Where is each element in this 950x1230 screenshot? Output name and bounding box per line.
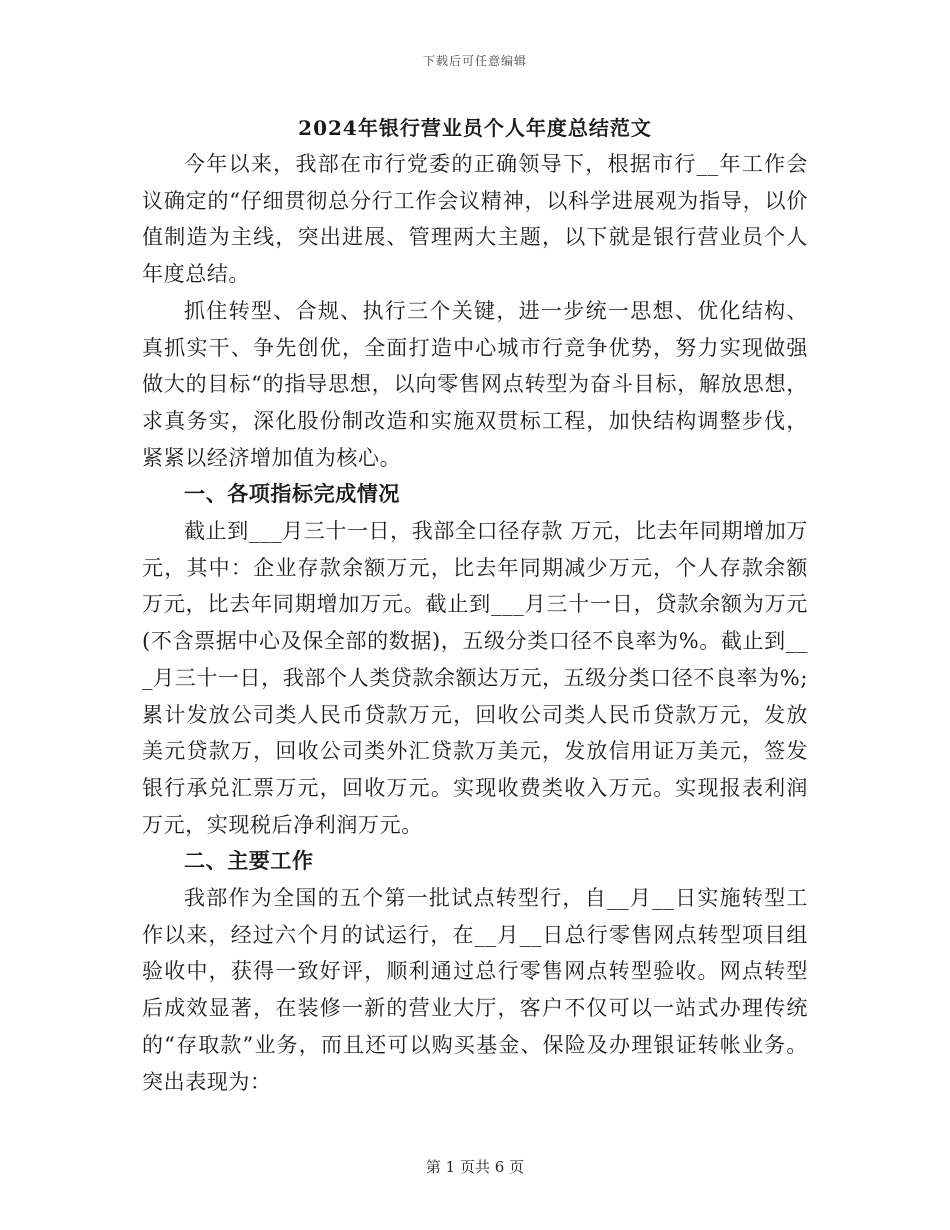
paragraph: 截止到___月三十一日，我部全口径存款 万元，比去年同期增加万元，其中：企业存款余额万元，比去年同期减少万元，个人存款余额万元，比去年同期增加万元。截止到___月三十一日，贷款余额为万元(不含票据中心及保全部的数据)，五级分类口径不良率为%。截止到___月三十一日，我部个人类贷款余额达万元，五级分类口径不良率为%;累计发放公司类人民币贷款万元，回收公司类人民币贷款万元，发放美元贷款万，回收公司类外汇贷款万美元，发放信用证万美元，签发银行承兑汇票万元，回收万元。实现收费类收入万元。实现报表利润万元，实现税后净利润万元。 — [142, 519, 808, 837]
section-heading: 二、主要工作 — [184, 848, 314, 874]
paragraph: 今年以来，我部在市行党委的正确领导下，根据市行__年工作会议确定的“仔细贯彻总分行工作会议精神，以科学进展观为指导，以价值制造为主线，突出进展、管理两大主题，以下就是银行营业员个人年度总结。 — [142, 152, 808, 287]
document-body — [142, 112, 808, 1100]
document-title: 2024年银行营业员个人年度总结范文 — [298, 116, 652, 140]
paragraph: 我部作为全国的五个第一批试点转型行，自__月__日实施转型工作以来，经过六个月的试运行，在__月__日总行零售网点转型项目组验收中，获得一致好评，顺利通过总行零售网点转型验收。网点转型后成效显著，在装修一新的营业大厅，客户不仅可以一站式办理传统的“存取款”业务，而且还可以购买基金、保险及办理银证转帐业务。突出表现为： — [142, 886, 808, 1094]
page-number: 第 1 页共 6 页 — [425, 1158, 525, 1176]
paragraph: 抓住转型、合规、执行三个关键，进一步统一思想、优化结构、真抓实干、争先创优，全面打造中心城市行竞争优势，努力实现做强做大的目标“的指导思想，以向零售网点转型为奋斗目标，解放思想，求真务实，深化股份制改造和实施双贯标工程，加快结构调整步伐，紧紧以经济增加值为核心。 — [142, 298, 808, 470]
header-note: 下载后可任意编辑 — [422, 54, 527, 68]
section-heading: 一、各项指标完成情况 — [184, 481, 400, 507]
